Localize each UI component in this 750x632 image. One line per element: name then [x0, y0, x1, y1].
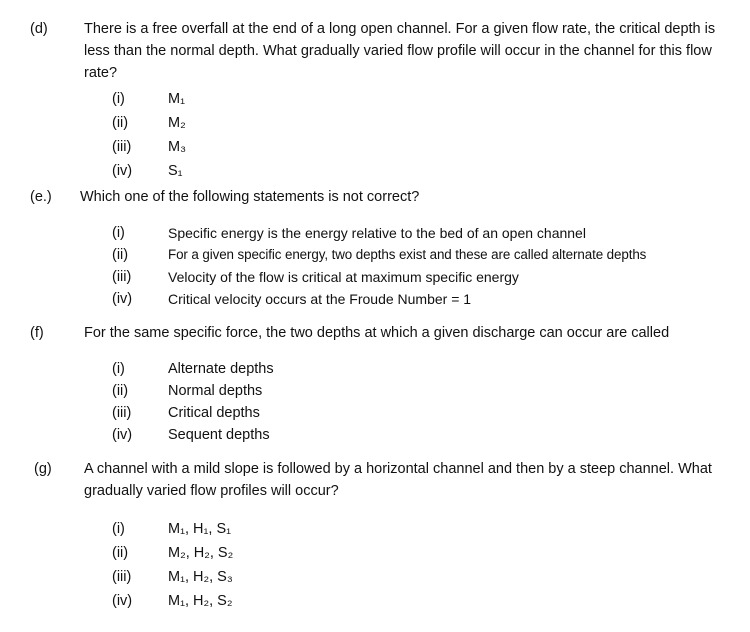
question-text: There is a free overfall at the end of a long open channel. For a given flow rate, the critical depth is less than the normal depth. What gradually varied flow profile will occur in the channel for this flow rate? — [84, 21, 716, 81]
question-label: (e.) — [30, 189, 52, 205]
option-text: S₁ — [168, 163, 183, 179]
option-text: Alternate depths — [168, 361, 274, 377]
option-text: M₃ — [168, 139, 186, 155]
option-item — [0, 358, 750, 380]
option-text: M₁, H₂, S₂ — [168, 593, 233, 609]
option-number: (ii) — [112, 115, 129, 131]
option-item — [0, 380, 750, 402]
option-number: (iv) — [112, 291, 133, 307]
option-item — [0, 88, 750, 110]
option-number: (i) — [112, 521, 125, 537]
option-item — [0, 590, 750, 612]
option-item — [0, 266, 750, 288]
option-item — [0, 244, 750, 266]
option-text: Specific energy is the energy relative to the bed of an open channel — [168, 225, 586, 241]
option-text: Sequent depths — [168, 427, 270, 443]
option-text: For a given specific energy, two depths exist and these are called alternate depths — [168, 247, 647, 262]
option-text: Critical velocity occurs at the Froude Number = 1 — [168, 291, 472, 307]
option-number: (iv) — [112, 593, 133, 609]
option-text: Critical depths — [168, 405, 260, 421]
option-item — [0, 112, 750, 134]
option-item — [0, 518, 750, 540]
question-text: A channel with a mild slope is followed by a horizontal channel and then by a steep channel. What gradually varied flow profiles will occur? — [84, 461, 712, 499]
option-number: (iii) — [112, 569, 132, 585]
question-label: (g) — [34, 461, 52, 477]
option-item — [0, 136, 750, 158]
option-text: M₁, H₂, S₃ — [168, 569, 233, 585]
question-label: (f) — [30, 325, 44, 341]
option-text: Velocity of the flow is critical at maximum specific energy — [168, 269, 519, 285]
option-number: (iii) — [112, 269, 132, 285]
option-number: (ii) — [112, 247, 129, 263]
option-item — [0, 424, 750, 446]
option-text: M₂ — [168, 115, 186, 131]
option-text: M₂, H₂, S₂ — [168, 545, 234, 561]
question-text: Which one of the following statements is not correct? — [80, 189, 420, 205]
option-item — [0, 288, 750, 310]
question-text: For the same specific force, the two depths at which a given discharge can occur are called — [84, 325, 670, 341]
option-number: (i) — [112, 91, 125, 107]
option-text: Normal depths — [168, 383, 263, 399]
option-item — [0, 402, 750, 424]
option-text: M₁ — [168, 91, 185, 107]
option-item — [0, 222, 750, 244]
option-number: (iv) — [112, 163, 133, 179]
option-number: (i) — [112, 225, 125, 241]
option-item — [0, 542, 750, 564]
option-number: (iii) — [112, 405, 132, 421]
option-number: (ii) — [112, 545, 129, 561]
option-number: (i) — [112, 361, 125, 377]
option-number: (ii) — [112, 383, 129, 399]
option-number: (iii) — [112, 139, 132, 155]
option-text: M₁, H₁, S₁ — [168, 521, 232, 537]
option-item — [0, 566, 750, 588]
option-number: (iv) — [112, 427, 133, 443]
question-label: (d) — [30, 21, 48, 37]
option-item — [0, 160, 750, 182]
